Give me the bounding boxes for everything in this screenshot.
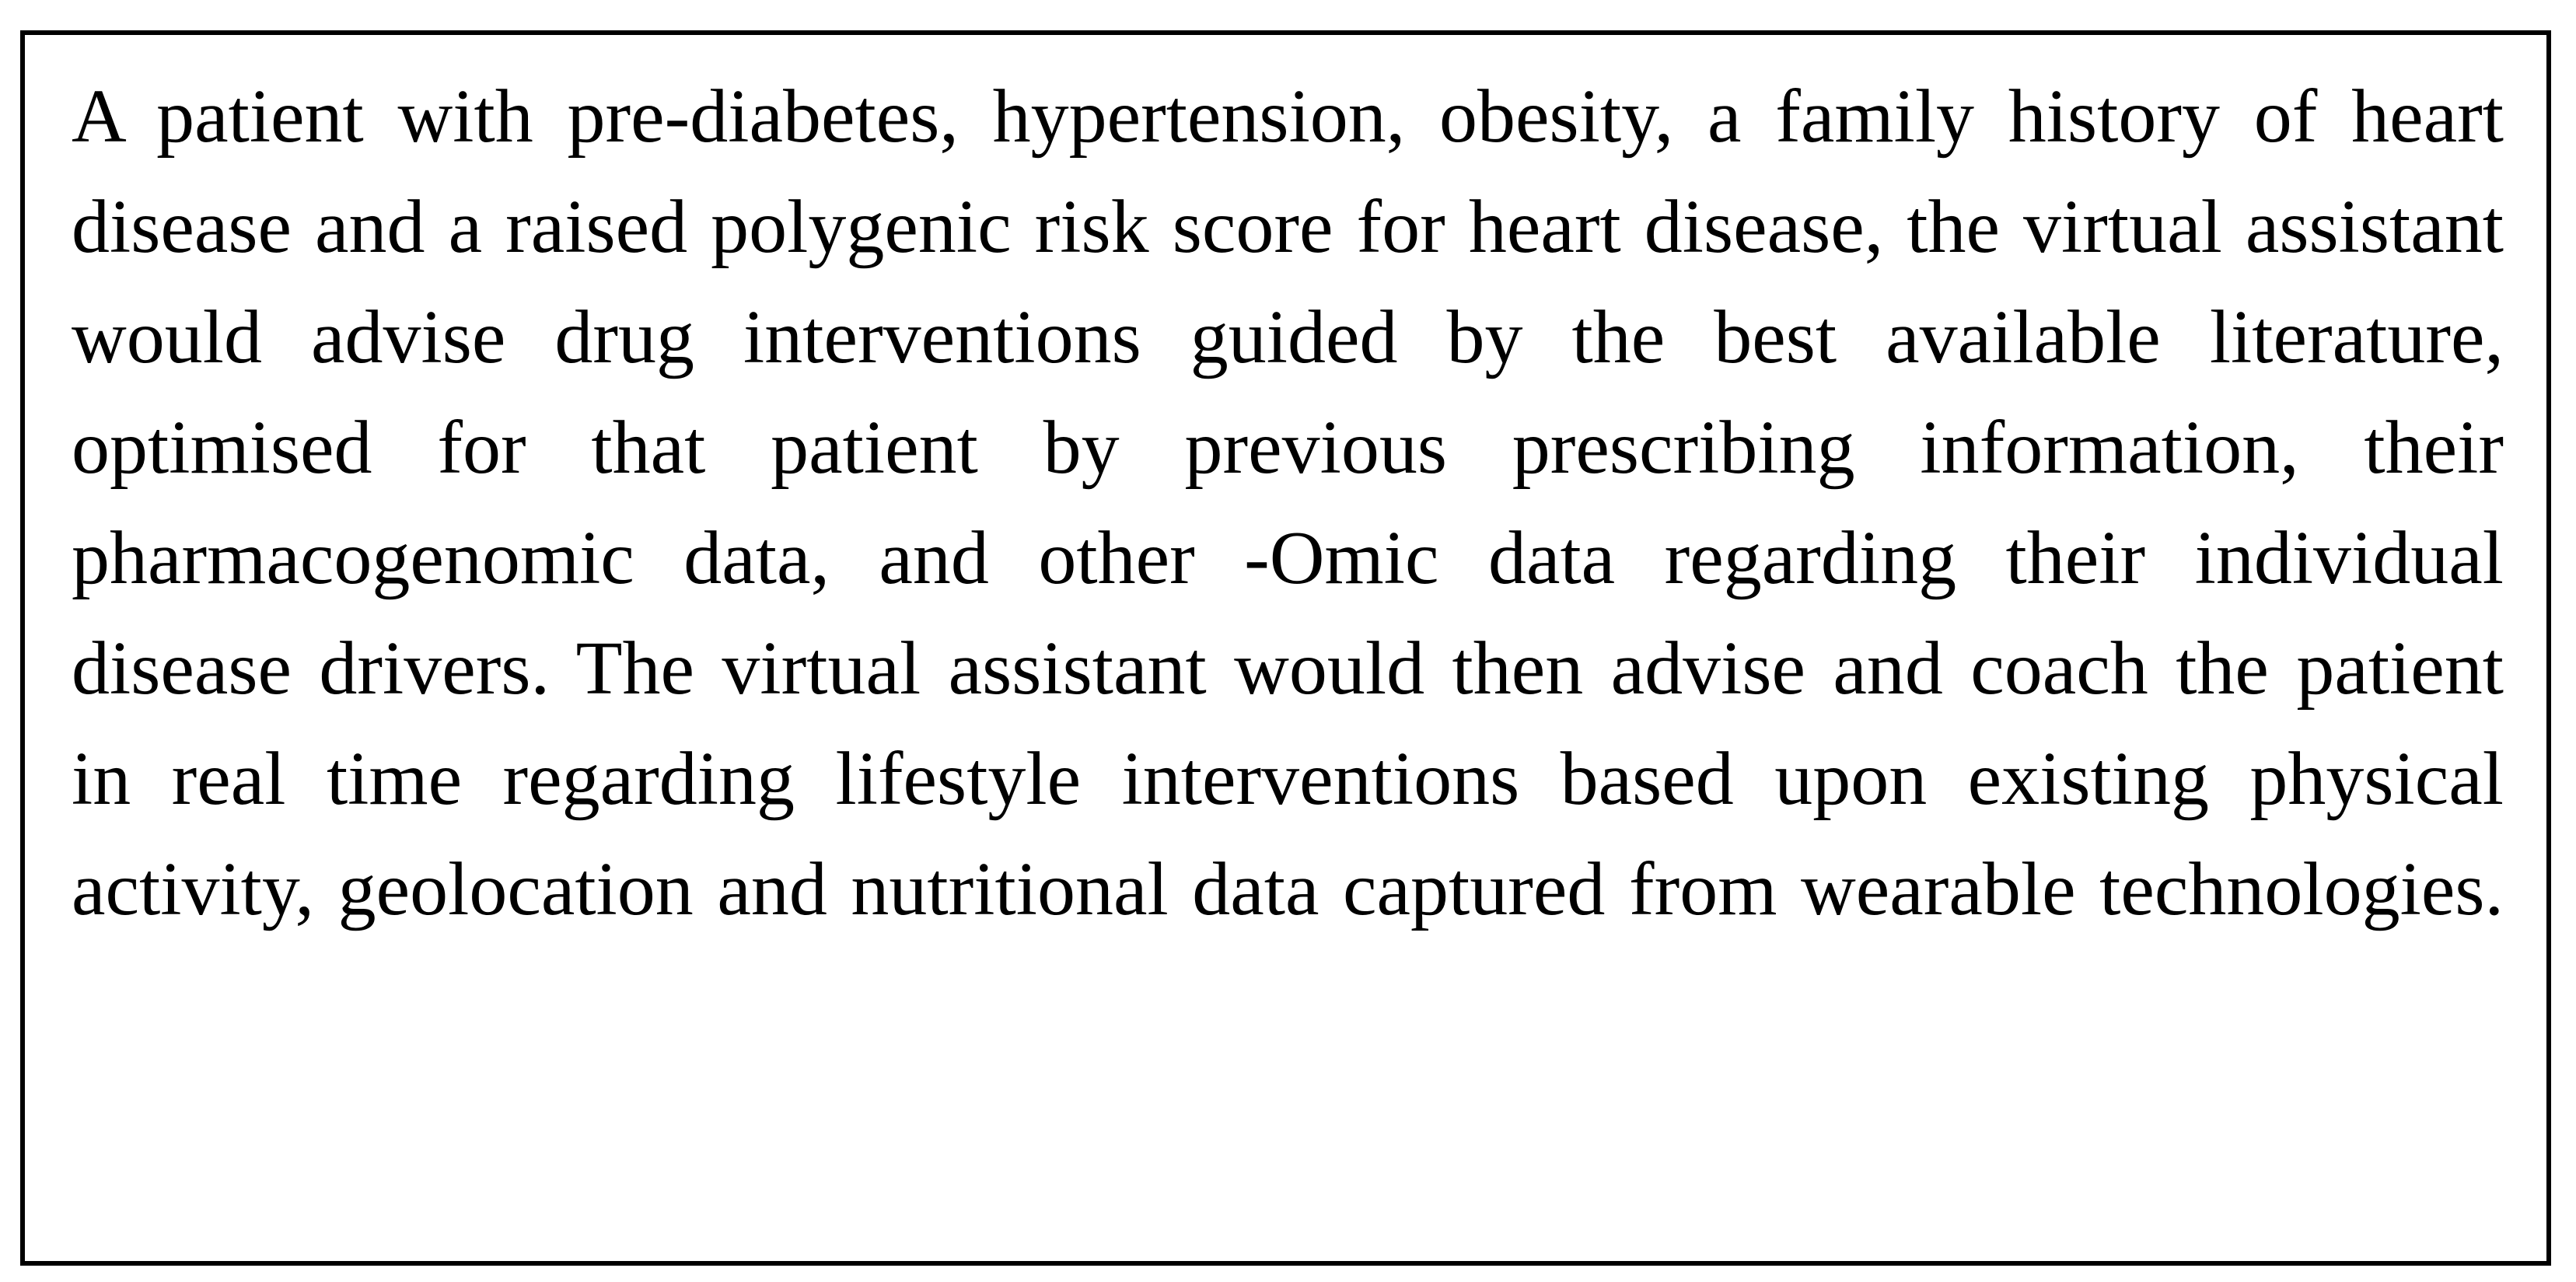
paragraph-line: optimised for that patient by previous prescribing information, their (72, 406, 2504, 490)
text-box-frame (20, 30, 2551, 1266)
paragraph-line: activity, geolocation and nutritional data captured from wearable technologies. (72, 847, 2504, 931)
paragraph-line: disease and a raised polygenic risk score for heart disease, the virtual assistant (72, 185, 2504, 269)
paragraph-line: pharmacogenomic data, and other -Omic data regarding their individual (72, 516, 2504, 600)
vignette-paragraph (72, 61, 2504, 945)
paragraph-line: A patient with pre-diabetes, hypertension, obesity, a family history of heart (72, 75, 2504, 159)
paragraph-line: disease drivers. The virtual assistant would then advise and coach the patient (72, 627, 2504, 711)
paragraph-line: would advise drug interventions guided by the best available literature, (72, 295, 2504, 379)
paragraph-line: in real time regarding lifestyle interventions based upon existing physical (72, 737, 2504, 821)
